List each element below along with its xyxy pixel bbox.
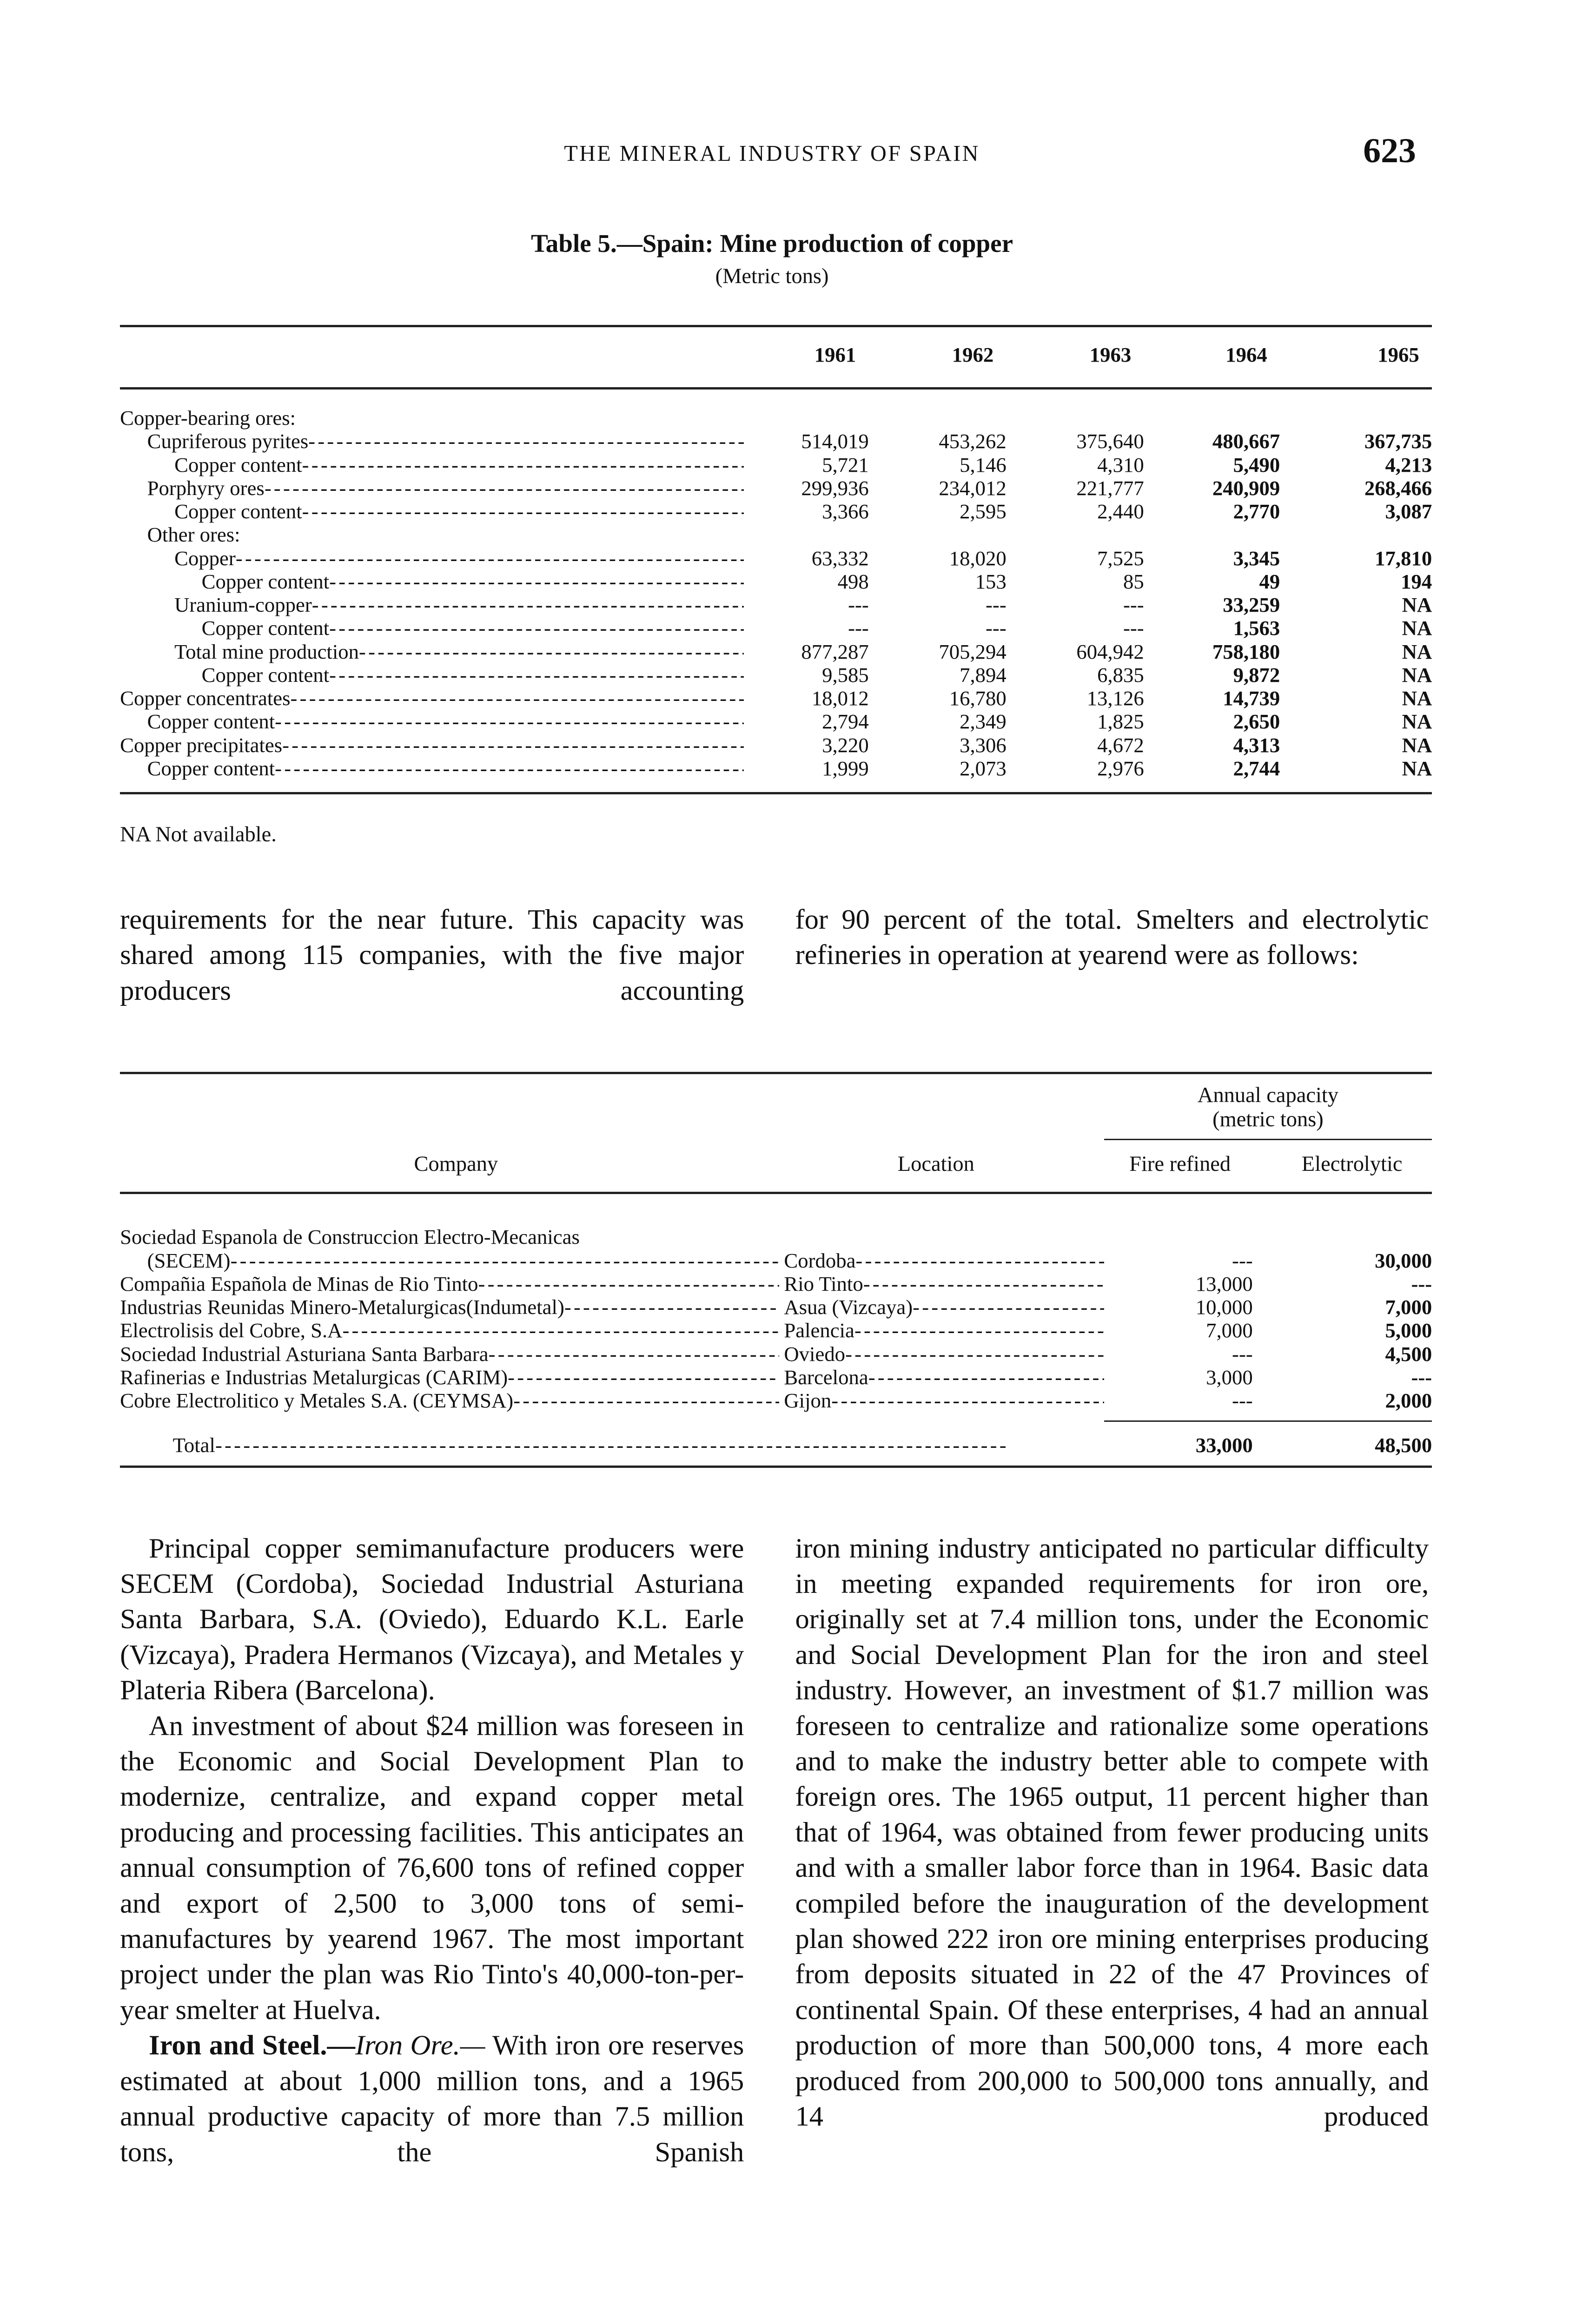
- value-1963: 13,126: [1086, 687, 1144, 710]
- table5-row: [120, 733, 1432, 757]
- table5-subtitle: (Metric tons): [715, 264, 829, 288]
- location: Gijon - - -: [784, 1389, 1104, 1412]
- value-1964: 2,650: [1233, 710, 1280, 733]
- value-1961: 3,366: [822, 500, 869, 523]
- value-1964: 4,313: [1233, 733, 1280, 757]
- table5-row: [120, 663, 1432, 687]
- heading-iron-steel: Iron and Steel.—: [149, 2030, 356, 2061]
- company-name: Rafinerias e Industrias Metalurgicas (CARIM) - - -: [120, 1366, 779, 1389]
- value-1963: 6,835: [1097, 663, 1144, 687]
- value-1965: NA: [1402, 640, 1432, 663]
- value-1963: ---: [1123, 616, 1144, 640]
- value-1961: 63,332: [811, 546, 869, 570]
- value-1965: NA: [1402, 733, 1432, 757]
- value-1962: 7,894: [960, 663, 1007, 687]
- value-1961: 18,012: [811, 687, 869, 710]
- year-header-1964: 1964: [1225, 343, 1267, 366]
- table5-bottom-rule: [120, 792, 1432, 794]
- value-1964: 33,259: [1223, 593, 1280, 617]
- row-label: Uranium-copper - - -: [174, 593, 744, 616]
- paragraph-semimanufacture: Principal copper semimanufacture producers were SECEM (Cordoba), Sociedad Industrial Asturiana Santa Barbara, S.A. (Oviedo), Eduardo K.L. Earle (Vizcaya), Pradera Hermanos (Vizcaya), and Metales y Plateria Ribera (Barcelona).: [120, 1532, 744, 1706]
- row-label: Copper-bearing ores:: [120, 406, 296, 430]
- header-company: Company: [414, 1152, 498, 1176]
- running-title: THE MINERAL INDUSTRY OF SPAIN: [564, 141, 980, 166]
- value-1963: 1,825: [1097, 710, 1144, 733]
- smelter-row: [120, 1366, 1432, 1389]
- text-bottom-right: iron mining industry anticipated no particular difficulty in meeting expanded requirements for iron ore, originally set at 7.4 million tons, under the Economic and Social Development Plan for the iron and steel industry. However, an investment of $1.7 million was foreseen to centralize and rationalize some operations and to make the industry better able to compete with foreign ores. The 1965 output, 11 percent higher than that of 1964, was obtained from fewer producing units and with a smaller labor force than in 1964. Basic data compiled before the inauguration of the development plan showed 222 iron ore mining enterprises producing from deposits situated in 22 of the 47 Provinces of continental Spain. Of these enterprises, 4 had an annual production of more than 500,000 tons, 4 more each produced from 200,000 to 500,000 tons annually, and 14 produced: [795, 1532, 1429, 2133]
- fire-capacity: 7,000: [1206, 1319, 1253, 1342]
- value-1963: 85: [1123, 569, 1144, 593]
- electrolytic-capacity: 2,000: [1385, 1388, 1432, 1412]
- value-1965: NA: [1402, 756, 1432, 780]
- value-1963: 604,942: [1076, 640, 1144, 663]
- table5-row: [120, 453, 1432, 476]
- row-label: Copper content - - -: [174, 453, 744, 476]
- row-label: Copper content - - -: [202, 570, 744, 593]
- value-1964: 1,563: [1233, 616, 1280, 640]
- value-1964: 49: [1259, 569, 1280, 593]
- table5-row: [120, 640, 1432, 663]
- smelter-row: [120, 1272, 1432, 1295]
- value-1962: 2,349: [960, 710, 1007, 733]
- value-1961: ---: [848, 593, 869, 617]
- fire-capacity: ---: [1232, 1248, 1253, 1272]
- row-label: Copper content - - -: [147, 710, 744, 733]
- value-1962: 3,306: [960, 733, 1007, 757]
- value-1965: NA: [1402, 616, 1432, 640]
- fire-capacity: 10,000: [1195, 1295, 1253, 1319]
- header-metric-tons: (metric tons): [1212, 1107, 1324, 1131]
- value-1964: 9,872: [1233, 663, 1280, 687]
- value-1962: 16,780: [949, 687, 1007, 710]
- value-1963: 2,440: [1097, 500, 1144, 523]
- company-name: (SECEM) - - -: [147, 1249, 779, 1272]
- value-1965: 194: [1401, 569, 1432, 593]
- value-1962: 153: [975, 569, 1007, 593]
- row-label: Copper - - -: [174, 547, 744, 570]
- company-name: Cobre Electrolitico y Metales S.A. (CEYMSA) - - -: [120, 1389, 779, 1412]
- value-1965: 17,810: [1375, 546, 1432, 570]
- company-name: Electrolisis del Cobre, S.A - - -: [120, 1319, 779, 1342]
- value-1965: NA: [1402, 710, 1432, 733]
- value-1963: ---: [1123, 593, 1144, 617]
- table5-row: [120, 547, 1432, 570]
- company-name: Industrias Reunidas Minero-Metalurgicas(Indumetal) - - -: [120, 1295, 779, 1319]
- value-1961: 498: [837, 569, 869, 593]
- value-1962: 234,012: [939, 476, 1007, 500]
- electrolytic-capacity: 5,000: [1385, 1319, 1432, 1342]
- value-1963: 4,672: [1097, 733, 1144, 757]
- row-label: Other ores:: [147, 523, 240, 547]
- table5-row: [120, 406, 1432, 429]
- value-1963: 7,525: [1097, 546, 1144, 570]
- paragraph-iron-ore-text: With iron ore reserves estimated at about 1,000 million tons, and a 1965 annual productive capacity of more than 7.5 million tons, the Spanish: [120, 2030, 744, 2168]
- value-1965: 268,466: [1364, 476, 1432, 500]
- value-1963: 375,640: [1076, 429, 1144, 453]
- table5-row: [120, 616, 1432, 640]
- value-1964: 2,770: [1233, 500, 1280, 523]
- table5-row: [120, 687, 1432, 710]
- text-bottom-left: [120, 1531, 744, 2170]
- value-1962: 2,595: [960, 500, 1007, 523]
- smelter-row: [120, 1225, 1432, 1248]
- year-header-1962: 1962: [952, 343, 994, 366]
- table5-row: [120, 593, 1432, 616]
- smelter-table-header-rule: [120, 1192, 1432, 1194]
- value-1961: 5,721: [822, 453, 869, 476]
- location: Asua (Vizcaya) - - -: [784, 1295, 1104, 1319]
- location: Rio Tinto - - -: [784, 1272, 1104, 1295]
- value-1962: 5,146: [960, 453, 1007, 476]
- value-1961: 877,287: [801, 640, 869, 663]
- text-top-right: for 90 percent of the total. Smelters and electrolytic refineries in operation at yearend were as follows:: [795, 904, 1429, 971]
- location: Barcelona - - -: [784, 1366, 1104, 1389]
- year-header-1961: 1961: [814, 343, 856, 366]
- value-1962: 18,020: [949, 546, 1007, 570]
- subheading-iron-ore: Iron Ore.—: [355, 2030, 485, 2061]
- header-group-rule: [1104, 1139, 1432, 1140]
- value-1964: 2,744: [1233, 756, 1280, 780]
- value-1965: NA: [1402, 687, 1432, 710]
- row-label: Porphyry ores - - -: [147, 476, 744, 500]
- value-1964: 5,490: [1233, 453, 1280, 476]
- smelter-row: [120, 1249, 1432, 1272]
- text-top-left: requirements for the near future. This capacity was shared among 115 companies, with the five major producers accounting: [120, 904, 744, 1006]
- table5-row: [120, 429, 1432, 453]
- paragraph-iron-ore: [120, 2028, 744, 2170]
- header-fire-refined: Fire refined: [1129, 1152, 1231, 1176]
- header-annual-capacity: Annual capacity: [1197, 1083, 1339, 1107]
- table5-row: [120, 757, 1432, 780]
- value-1964: 240,909: [1212, 476, 1280, 500]
- value-1961: 2,794: [822, 710, 869, 733]
- location: Oviedo - - -: [784, 1342, 1104, 1366]
- value-1963: 4,310: [1097, 453, 1144, 476]
- row-label: Cupriferous pyrites - - -: [147, 429, 744, 453]
- year-header-1965: 1965: [1377, 343, 1419, 366]
- fire-capacity: ---: [1232, 1342, 1253, 1366]
- total-row: [120, 1433, 1432, 1457]
- value-1962: 453,262: [939, 429, 1007, 453]
- location: Palencia - - -: [784, 1319, 1104, 1342]
- value-1963: 221,777: [1076, 476, 1144, 500]
- company-name: Sociedad Industrial Asturiana Santa Barbara - - -: [120, 1342, 779, 1366]
- smelter-row: [120, 1319, 1432, 1342]
- electrolytic-capacity: ---: [1411, 1272, 1432, 1295]
- electrolytic-capacity: 30,000: [1375, 1248, 1432, 1272]
- value-1961: 514,019: [801, 429, 869, 453]
- table5-row: [120, 500, 1432, 523]
- row-label: Copper precipitates - - -: [120, 733, 744, 757]
- smelter-row: [120, 1389, 1432, 1412]
- table5-row: [120, 523, 1432, 546]
- fire-capacity: 3,000: [1206, 1365, 1253, 1389]
- value-1964: 480,667: [1212, 429, 1280, 453]
- value-1962: ---: [986, 593, 1007, 617]
- company-name: Compañia Española de Minas de Rio Tinto - - -: [120, 1272, 779, 1295]
- row-label: Copper content - - -: [202, 616, 744, 640]
- total-label: Total - - -: [173, 1433, 1005, 1457]
- location: Cordoba - - -: [784, 1249, 1104, 1272]
- smelter-row: [120, 1295, 1432, 1319]
- electrolytic-capacity: 7,000: [1385, 1295, 1432, 1319]
- total-electrolytic: 48,500: [1375, 1433, 1432, 1457]
- table5-row: [120, 570, 1432, 593]
- table5-footnote: NA Not available.: [120, 822, 277, 846]
- year-header-1963: 1963: [1089, 343, 1132, 366]
- total-rule: [1104, 1420, 1432, 1422]
- row-label: Total mine production - - -: [174, 640, 744, 663]
- value-1964: 14,739: [1223, 687, 1280, 710]
- value-1965: NA: [1402, 593, 1432, 617]
- electrolytic-capacity: 4,500: [1385, 1342, 1432, 1366]
- table5-top-rule: [120, 325, 1432, 327]
- value-1963: 2,976: [1097, 756, 1144, 780]
- value-1962: 705,294: [939, 640, 1007, 663]
- row-label: Copper content - - -: [174, 500, 744, 523]
- value-1965: 367,735: [1364, 429, 1432, 453]
- value-1964: 3,345: [1233, 546, 1280, 570]
- value-1965: 3,087: [1385, 500, 1432, 523]
- value-1962: ---: [986, 616, 1007, 640]
- smelter-table-bottom-rule: [120, 1466, 1432, 1468]
- value-1961: 299,936: [801, 476, 869, 500]
- table5-title: Table 5.—Spain: Mine production of copper: [531, 229, 1013, 258]
- value-1961: 3,220: [822, 733, 869, 757]
- smelter-row: [120, 1342, 1432, 1366]
- value-1961: 1,999: [822, 756, 869, 780]
- company-name: Sociedad Espanola de Construccion Electro-Mecanicas: [120, 1225, 580, 1249]
- value-1962: 2,073: [960, 756, 1007, 780]
- paragraph-investment: An investment of about $24 million was foreseen in the Economic and Social Development Plan to modernize, centralize, and expand copper metal producing and processing facilities. This anticipates an annual consumption of 76,600 tons of refined copper and export of 2,500 to 3,000 tons of semi-manufactures by yearend 1967. The most important project under the plan was Rio Tinto's 40,000-ton-per-year smelter at Huelva.: [120, 1710, 744, 2026]
- page-number: 623: [1363, 132, 1416, 171]
- fire-capacity: ---: [1232, 1388, 1253, 1412]
- total-fire: 33,000: [1195, 1433, 1253, 1457]
- header-location: Location: [897, 1152, 974, 1176]
- value-1961: ---: [848, 616, 869, 640]
- value-1961: 9,585: [822, 663, 869, 687]
- row-label: Copper concentrates - - -: [120, 687, 744, 710]
- value-1964: 758,180: [1212, 640, 1280, 663]
- electrolytic-capacity: ---: [1411, 1365, 1432, 1389]
- table5-header-rule: [120, 387, 1432, 390]
- value-1965: 4,213: [1385, 453, 1432, 476]
- row-label: Copper content - - -: [202, 663, 744, 687]
- row-label: Copper content - - -: [147, 757, 744, 780]
- smelter-table-top-rule: [120, 1072, 1432, 1074]
- header-electrolytic: Electrolytic: [1301, 1152, 1403, 1176]
- value-1965: NA: [1402, 663, 1432, 687]
- table5-row: [120, 476, 1432, 500]
- fire-capacity: 13,000: [1195, 1272, 1253, 1295]
- table5-row: [120, 710, 1432, 733]
